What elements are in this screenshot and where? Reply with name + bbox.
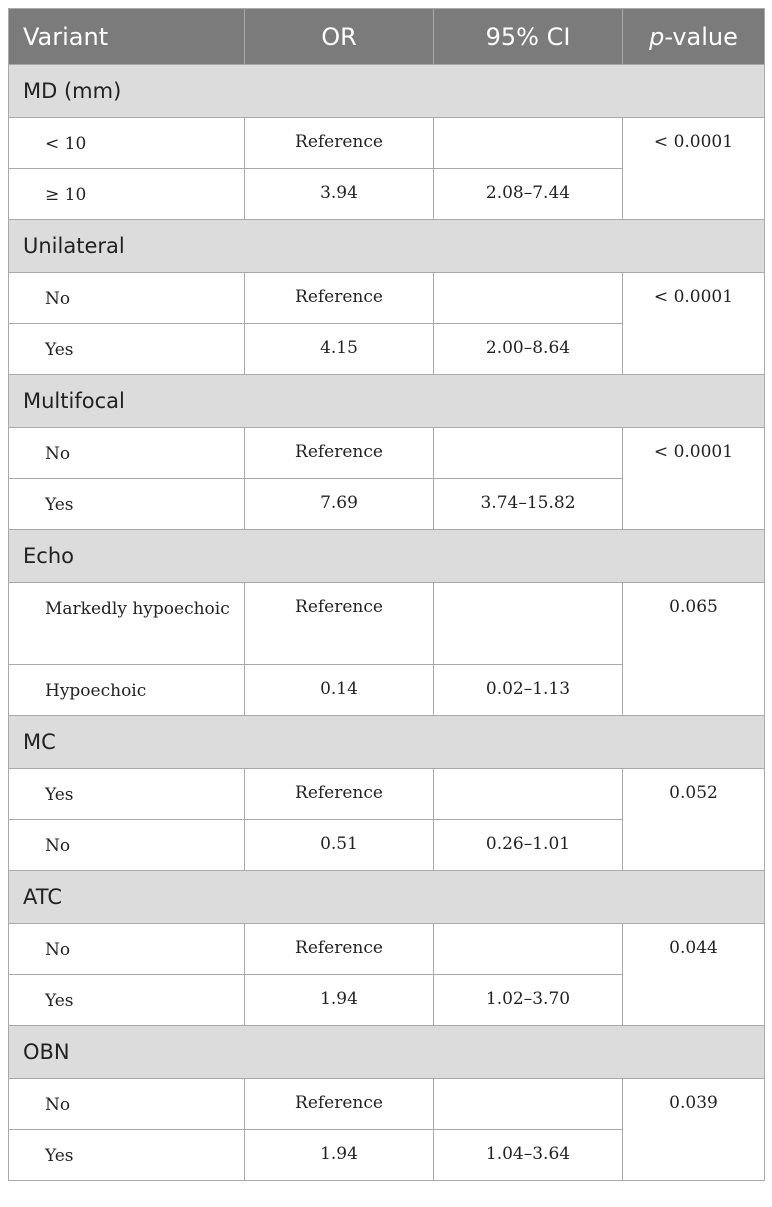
header-p-value	[623, 9, 765, 65]
group-row	[9, 65, 765, 118]
group-row	[9, 375, 765, 428]
table-row	[9, 583, 765, 665]
row-ci	[434, 583, 623, 665]
group-name: MD (mm)	[9, 65, 765, 118]
row-label: ≥ 10	[9, 169, 245, 220]
row-or: 0.14	[245, 665, 434, 716]
row-label-text: Markedly hypoechoic	[45, 599, 230, 619]
row-or: 1.94	[245, 1130, 434, 1181]
header-p-rest: -value	[664, 22, 738, 51]
group-p-value: < 0.0001	[623, 118, 765, 220]
row-or: 0.51	[245, 820, 434, 871]
group-p-value: 0.052	[623, 769, 765, 871]
row-ci	[434, 118, 623, 169]
row-ci: 2.08–7.44	[434, 169, 623, 220]
row-or: Reference	[245, 769, 434, 820]
row-or: 4.15	[245, 324, 434, 375]
group-name: Unilateral	[9, 220, 765, 273]
row-or: Reference	[245, 118, 434, 169]
group-row	[9, 1026, 765, 1079]
row-ci	[434, 924, 623, 975]
group-row	[9, 871, 765, 924]
row-ci: 3.74–15.82	[434, 479, 623, 530]
row-ci: 2.00–8.64	[434, 324, 623, 375]
row-label	[9, 583, 245, 665]
group-row	[9, 716, 765, 769]
group-p-value: 0.039	[623, 1079, 765, 1181]
row-ci: 1.02–3.70	[434, 975, 623, 1026]
row-or: Reference	[245, 273, 434, 324]
row-ci	[434, 273, 623, 324]
row-label: No	[9, 820, 245, 871]
row-label: No	[9, 924, 245, 975]
row-label: Yes	[9, 324, 245, 375]
group-p-value: 0.044	[623, 924, 765, 1026]
row-or: 7.69	[245, 479, 434, 530]
row-ci	[434, 769, 623, 820]
row-label: No	[9, 428, 245, 479]
row-label: Hypoechoic	[9, 665, 245, 716]
row-label: Yes	[9, 769, 245, 820]
row-or: 3.94	[245, 169, 434, 220]
row-ci: 0.02–1.13	[434, 665, 623, 716]
table-row	[9, 428, 765, 479]
row-or: Reference	[245, 1079, 434, 1130]
header-p-italic: p	[649, 22, 665, 51]
row-label: No	[9, 1079, 245, 1130]
header-or: OR	[245, 9, 434, 65]
group-name: MC	[9, 716, 765, 769]
row-ci: 0.26–1.01	[434, 820, 623, 871]
row-label: < 10	[9, 118, 245, 169]
row-or: Reference	[245, 924, 434, 975]
row-or: Reference	[245, 428, 434, 479]
header-row	[9, 9, 765, 65]
group-row	[9, 220, 765, 273]
row-or: 1.94	[245, 975, 434, 1026]
group-p-value: < 0.0001	[623, 428, 765, 530]
row-ci: 1.04–3.64	[434, 1130, 623, 1181]
table-row	[9, 118, 765, 169]
row-label: Yes	[9, 975, 245, 1026]
table-row	[9, 273, 765, 324]
group-name: Echo	[9, 530, 765, 583]
results-table	[8, 8, 765, 1181]
row-ci	[434, 428, 623, 479]
table-row	[9, 1079, 765, 1130]
header-variant: Variant	[9, 9, 245, 65]
row-or: Reference	[245, 583, 434, 665]
table-row	[9, 924, 765, 975]
table-row	[9, 769, 765, 820]
header-ci: 95% CI	[434, 9, 623, 65]
group-p-value: 0.065	[623, 583, 765, 716]
row-label: Yes	[9, 479, 245, 530]
group-p-value: < 0.0001	[623, 273, 765, 375]
group-name: Multifocal	[9, 375, 765, 428]
group-name: OBN	[9, 1026, 765, 1079]
row-label: Yes	[9, 1130, 245, 1181]
group-name: ATC	[9, 871, 765, 924]
row-ci	[434, 1079, 623, 1130]
group-row	[9, 530, 765, 583]
row-label: No	[9, 273, 245, 324]
